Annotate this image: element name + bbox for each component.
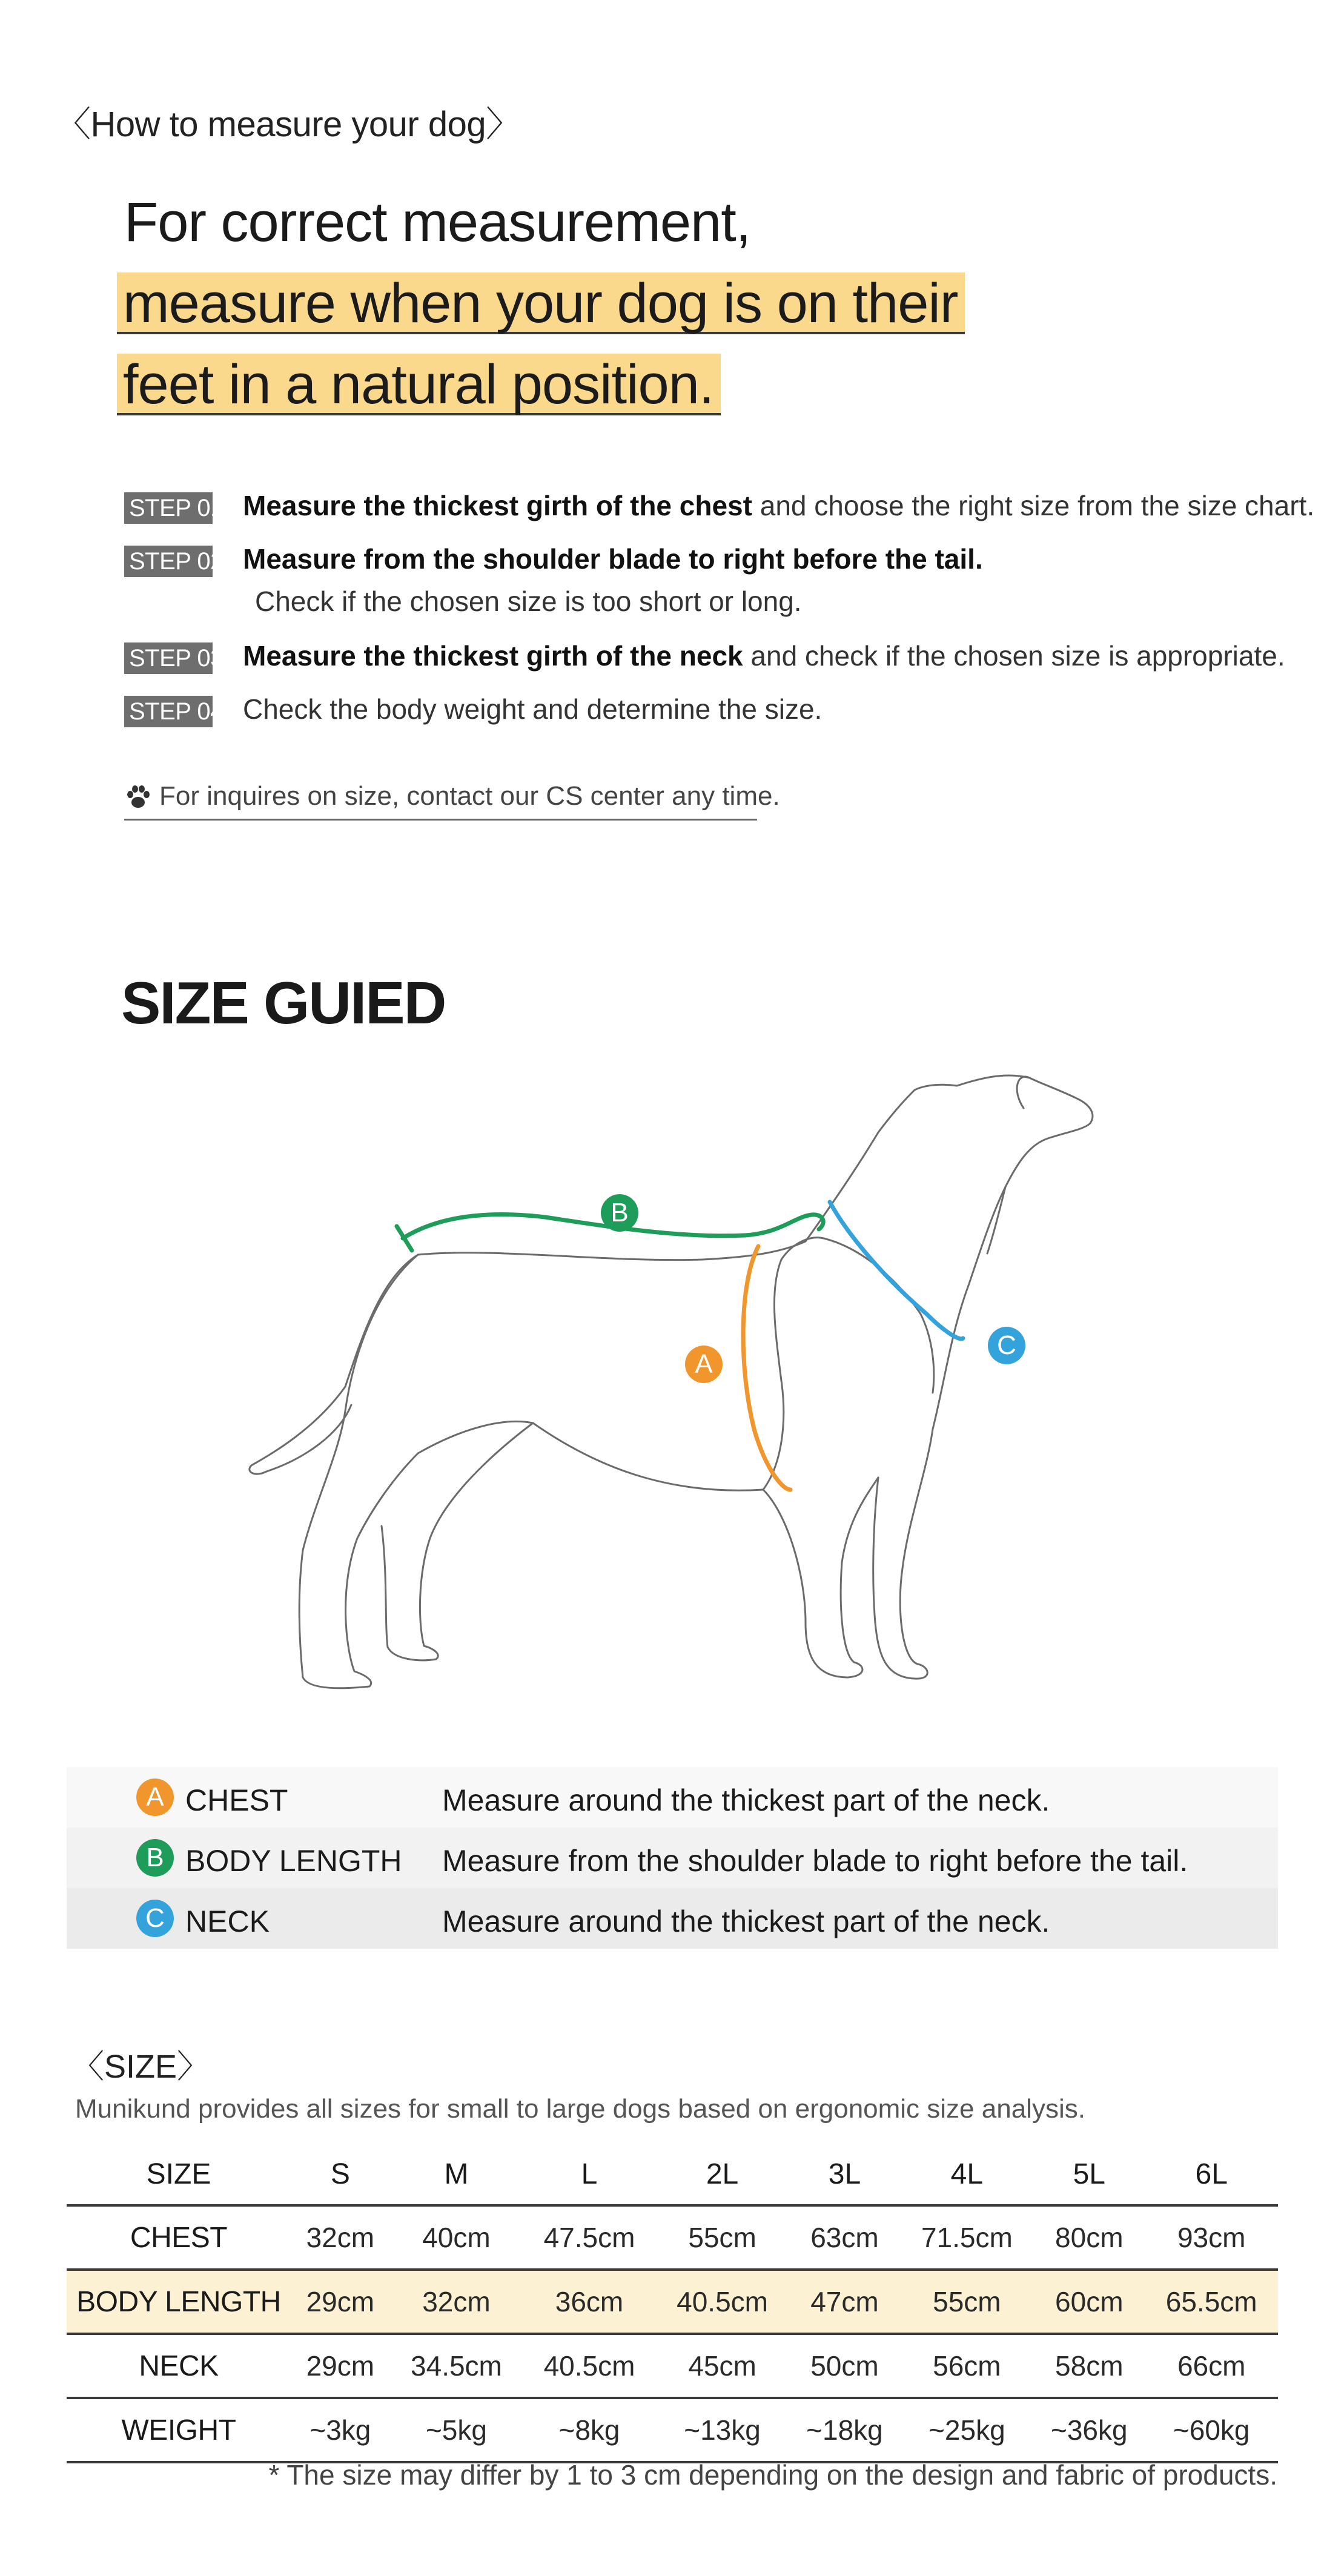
step-strong-text: Measure the thickest girth of the neck bbox=[243, 640, 743, 672]
table-cell: 55cm bbox=[901, 2270, 1034, 2334]
marker-c: C bbox=[988, 1327, 1025, 1364]
step-badge: STEP 02 bbox=[124, 546, 213, 577]
step-strong-text: Measure from the shoulder blade to right before the tail. bbox=[243, 543, 983, 575]
size-table-header bbox=[67, 2144, 1278, 2205]
table-cell: ~36kg bbox=[1033, 2398, 1145, 2462]
header-cell: L bbox=[523, 2144, 656, 2205]
chest-line bbox=[743, 1246, 790, 1490]
legend-desc: Measure around the thickest part of the neck. bbox=[442, 1904, 1050, 1938]
table-cell: 55cm bbox=[656, 2205, 789, 2270]
legend-row-neck bbox=[67, 1888, 1278, 1949]
header-cell: 3L bbox=[789, 2144, 900, 2205]
header-cell: M bbox=[390, 2144, 523, 2205]
marker-b: B bbox=[601, 1194, 638, 1232]
table-cell: 40.5cm bbox=[656, 2270, 789, 2334]
row-label: WEIGHT bbox=[67, 2398, 291, 2462]
header-cell: 5L bbox=[1033, 2144, 1145, 2205]
legend-desc: Measure around the thickest part of the neck. bbox=[442, 1783, 1050, 1817]
table-row bbox=[67, 2205, 1278, 2270]
row-label: BODY LENGTH bbox=[67, 2270, 291, 2334]
table-cell: 58cm bbox=[1033, 2334, 1145, 2398]
table-row bbox=[67, 2270, 1278, 2334]
step-text: and choose the right size from the size chart. bbox=[752, 490, 1315, 521]
step-badge: STEP 04 bbox=[124, 696, 213, 727]
legend-marker-b: B bbox=[136, 1839, 174, 1877]
size-guide-title: SIZE GUIED bbox=[121, 969, 446, 1036]
howto-title: 〈How to measure your dog〉 bbox=[56, 105, 521, 144]
marker-a: A bbox=[685, 1346, 723, 1383]
step-badge: STEP 03 bbox=[124, 642, 213, 674]
legend-row-body-length bbox=[67, 1828, 1278, 1888]
legend-name: NECK bbox=[185, 1904, 270, 1938]
headline-line-1: For correct measurement, bbox=[124, 191, 751, 253]
step-badge: STEP 01 bbox=[124, 492, 213, 524]
legend-desc: Measure from the shoulder blade to right before the tail. bbox=[442, 1844, 1188, 1878]
table-cell: 40.5cm bbox=[523, 2334, 656, 2398]
legend-name: BODY LENGTH bbox=[185, 1844, 402, 1878]
table-cell: ~25kg bbox=[901, 2398, 1034, 2462]
table-cell: ~8kg bbox=[523, 2398, 656, 2462]
table-cell: 50cm bbox=[789, 2334, 900, 2398]
table-cell: 93cm bbox=[1145, 2205, 1278, 2270]
dog-outline bbox=[250, 1075, 1093, 1688]
table-cell: 29cm bbox=[291, 2334, 390, 2398]
table-cell: 40cm bbox=[390, 2205, 523, 2270]
header-cell: SIZE bbox=[67, 2144, 291, 2205]
table-row bbox=[67, 2334, 1278, 2398]
size-table bbox=[67, 2144, 1278, 2463]
step-strong-text: Measure the thickest girth of the chest bbox=[243, 490, 752, 521]
table-cell: 60cm bbox=[1033, 2270, 1145, 2334]
table-cell: 45cm bbox=[656, 2334, 789, 2398]
table-cell: 63cm bbox=[789, 2205, 900, 2270]
row-label: CHEST bbox=[67, 2205, 291, 2270]
table-cell: 47cm bbox=[789, 2270, 900, 2334]
legend-row-chest bbox=[67, 1767, 1278, 1828]
table-cell: ~5kg bbox=[390, 2398, 523, 2462]
legend-marker-a: A bbox=[136, 1778, 174, 1816]
contact-note-text: For inquires on size, contact our CS center any time. bbox=[159, 781, 780, 811]
table-cell: 71.5cm bbox=[901, 2205, 1034, 2270]
step-2-sub: Check if the chosen size is too short or long. bbox=[255, 586, 802, 617]
measure-legend bbox=[67, 1767, 1278, 1949]
legend-marker-c: C bbox=[136, 1900, 174, 1937]
row-label: NECK bbox=[67, 2334, 291, 2398]
size-intro: Munikund provides all sizes for small to large dogs based on ergonomic size analysis. bbox=[75, 2094, 1085, 2124]
table-cell: 32cm bbox=[390, 2270, 523, 2334]
table-cell: 29cm bbox=[291, 2270, 390, 2334]
table-cell: 56cm bbox=[901, 2334, 1034, 2398]
table-cell: 32cm bbox=[291, 2205, 390, 2270]
headline-line-3: feet in a natural position. bbox=[117, 354, 721, 415]
headline-line-2: measure when your dog is on their bbox=[117, 272, 965, 334]
step-text: and check if the chosen size is appropriate. bbox=[743, 640, 1285, 672]
header-cell: 2L bbox=[656, 2144, 789, 2205]
table-cell: ~13kg bbox=[656, 2398, 789, 2462]
step-text: Check the body weight and determine the size. bbox=[243, 693, 823, 725]
table-cell: 80cm bbox=[1033, 2205, 1145, 2270]
neck-line bbox=[830, 1202, 963, 1339]
legend-name: CHEST bbox=[185, 1783, 288, 1817]
header-cell: 6L bbox=[1145, 2144, 1278, 2205]
table-cell: 66cm bbox=[1145, 2334, 1278, 2398]
size-section-title: 〈SIZE〉 bbox=[71, 2049, 210, 2085]
table-cell: 65.5cm bbox=[1145, 2270, 1278, 2334]
table-cell: ~3kg bbox=[291, 2398, 390, 2462]
table-cell: ~60kg bbox=[1145, 2398, 1278, 2462]
table-cell: ~18kg bbox=[789, 2398, 900, 2462]
header-cell: S bbox=[291, 2144, 390, 2205]
size-footnote: * The size may differ by 1 to 3 cm depending on the design and fabric of products. bbox=[268, 2459, 1277, 2491]
table-cell: 36cm bbox=[523, 2270, 656, 2334]
table-cell: 47.5cm bbox=[523, 2205, 656, 2270]
table-row bbox=[67, 2398, 1278, 2462]
header-cell: 4L bbox=[901, 2144, 1034, 2205]
table-cell: 34.5cm bbox=[390, 2334, 523, 2398]
